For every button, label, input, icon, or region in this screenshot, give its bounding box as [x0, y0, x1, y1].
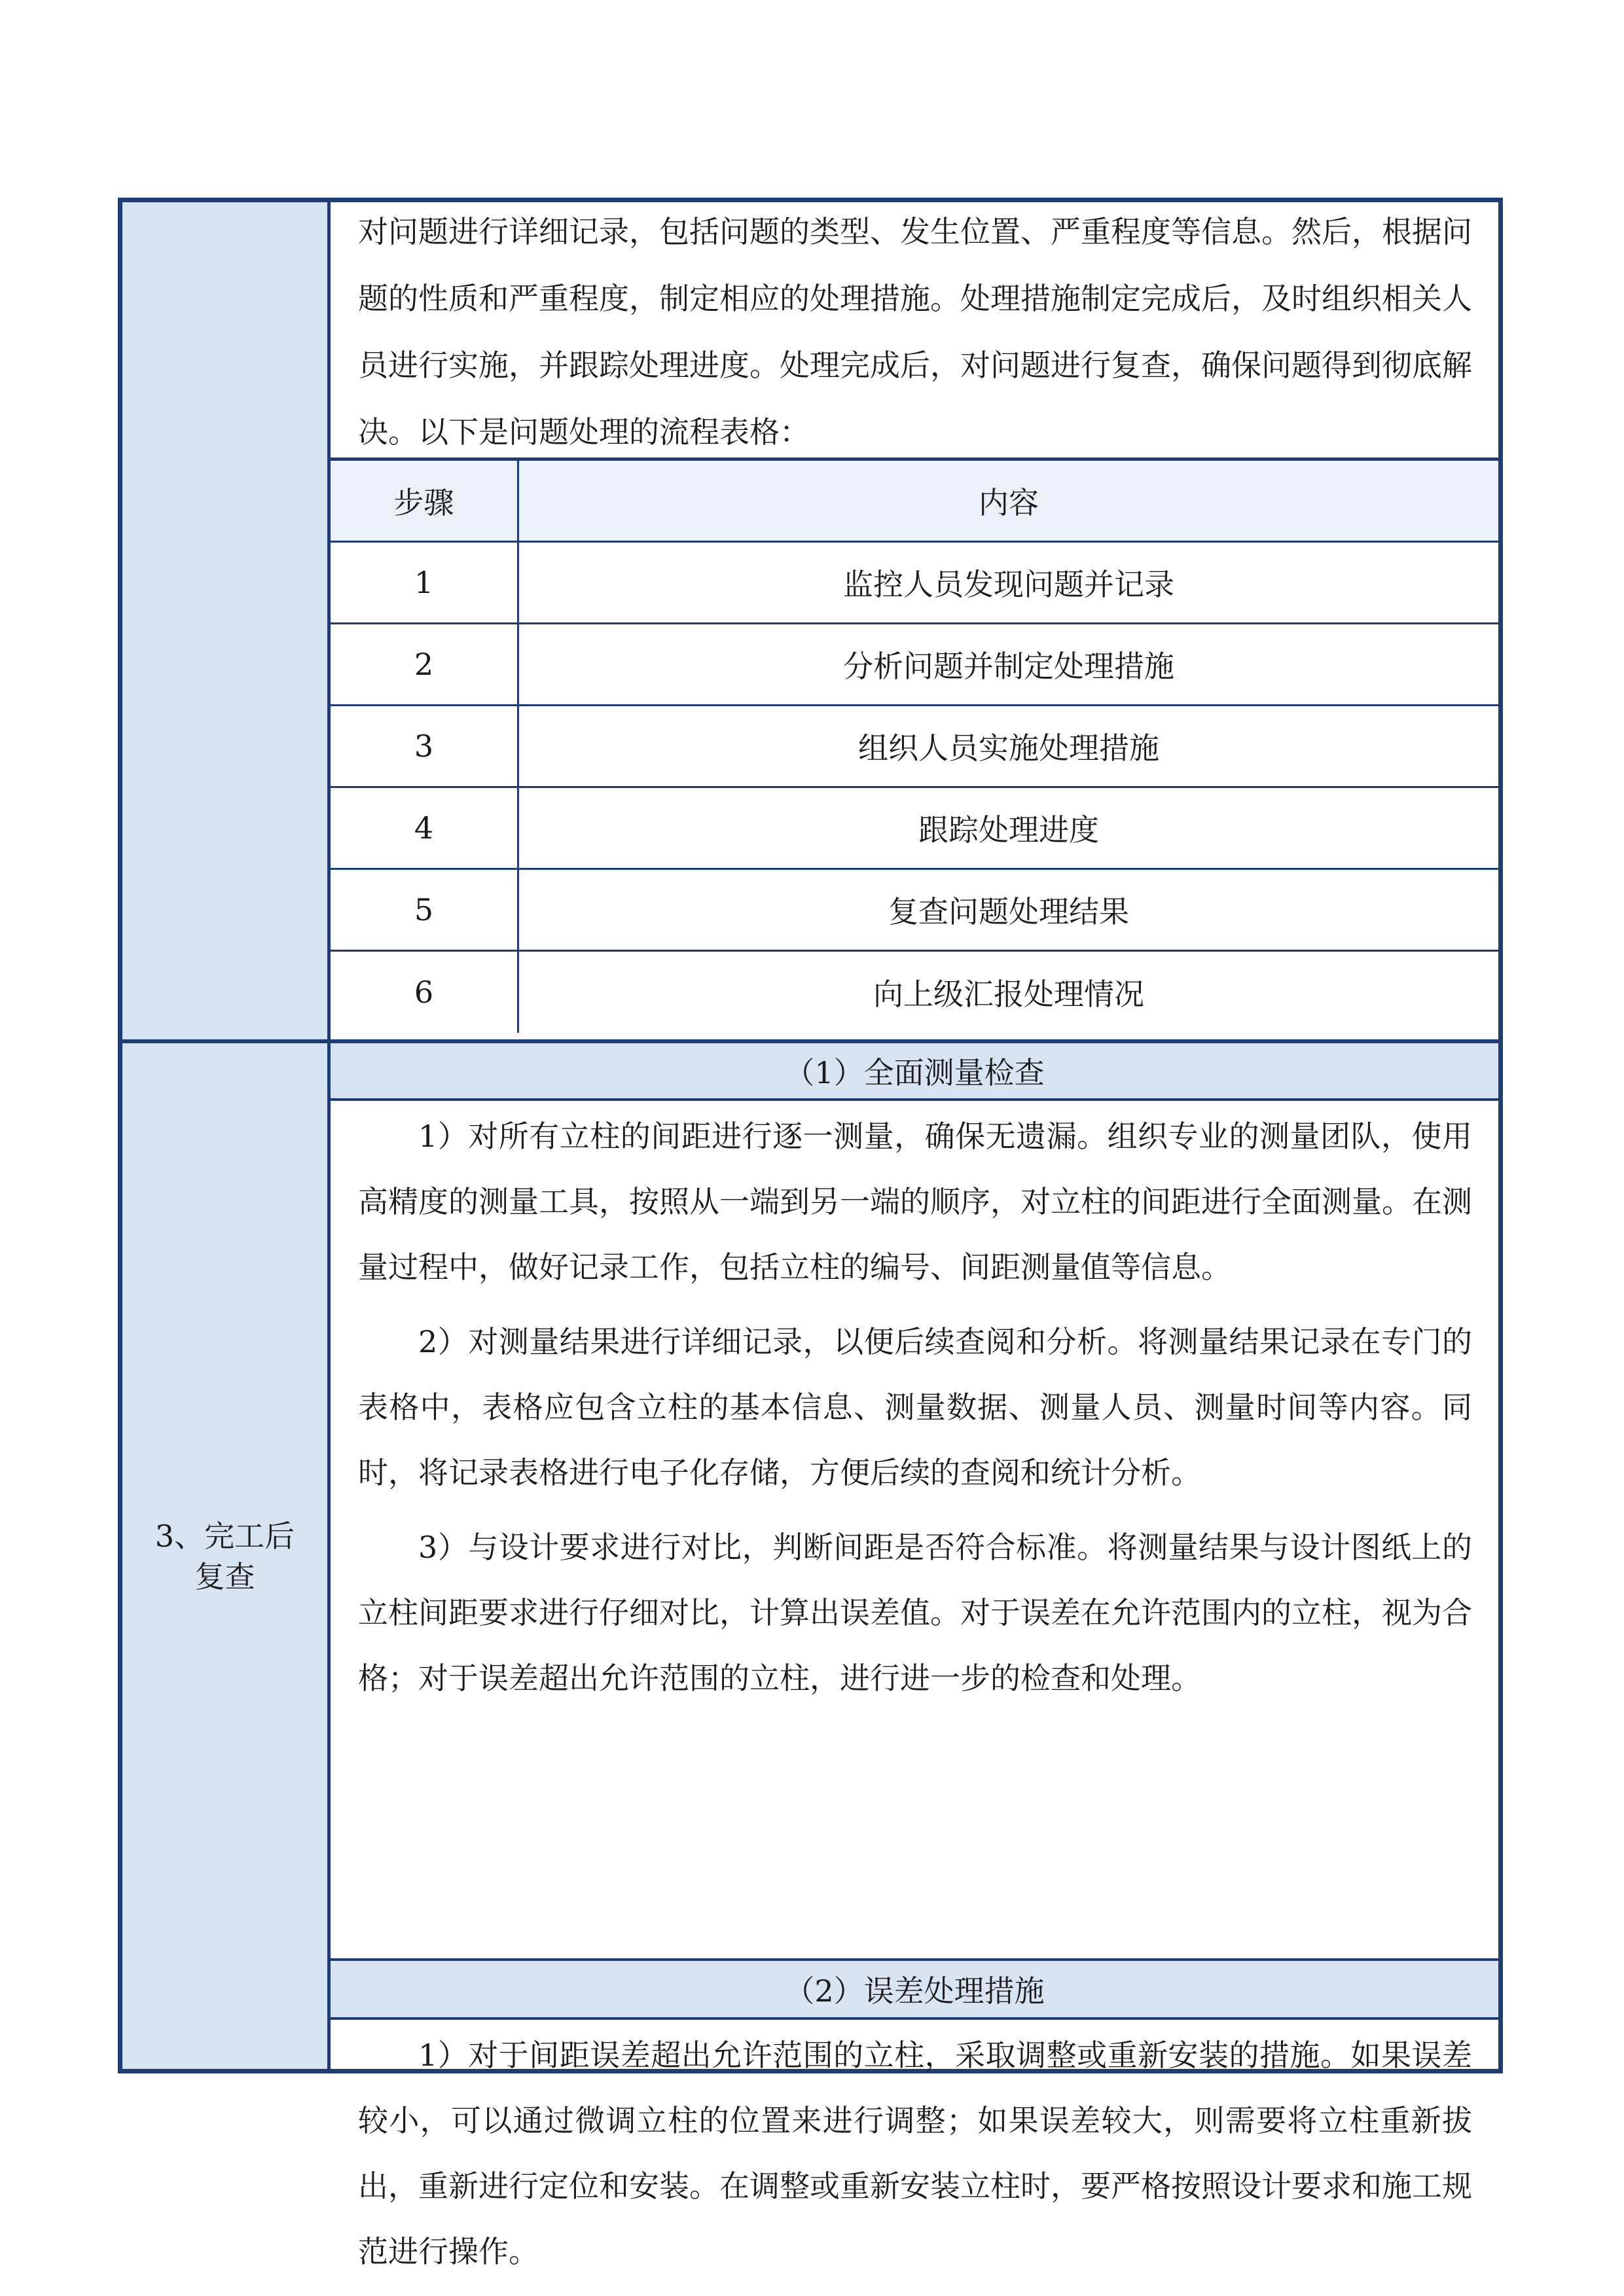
subsection-title-measurement: （1）全面测量检查 — [331, 1039, 1498, 1101]
document-table-frame — [118, 198, 1503, 2269]
header-content: 内容 — [979, 485, 1039, 520]
row-step: 1 — [331, 543, 519, 622]
row-step: 5 — [331, 870, 519, 950]
table-row — [331, 788, 1498, 870]
section-label-cell — [122, 1039, 331, 2069]
intro-paragraph: 对问题进行详细记录，包括问题的类型、发生位置、严重程度等信息。然后，根据问题的性质和严重程度，制定相应的处理措施。处理措施制定完成后，及时组织相关人员进行实施，并跟踪处理进度。处理完成后，对问题进行复查，确保问题得到彻底解决。以下是问题处理的流程表格： — [358, 214, 1472, 450]
row-step: 2 — [331, 624, 519, 704]
intro-block — [331, 202, 1498, 457]
row-content: 组织人员实施处理措施 — [858, 730, 1159, 766]
error-handling-paragraph-1: 1）对于间距误差超出允许范围的立柱，采取调整或重新安装的措施。如果误差较小，可以通过微调立柱的位置来进行调整；如果误差较大，则需要将立柱重新拔出，重新进行定位和安装。在调整或重新安装立柱时，要严格按照设计要求和施工规范进行操作。 — [358, 2037, 1472, 2269]
row-content: 向上级汇报处理情况 — [873, 977, 1144, 1012]
left-label-cell-empty — [122, 202, 331, 1039]
measurement-paragraph-2: 2）对测量结果进行详细记录，以便后续查阅和分析。将测量结果记录在专门的表格中，表格应包含立柱的基本信息、测量数据、测量人员、测量时间等内容。同时，将记录表格进行电子化存储，方便后续的查阅和统计分析。 — [358, 1324, 1472, 1490]
row-content: 跟踪处理进度 — [918, 812, 1099, 848]
subsection-title-error-handling: （2）误差处理措施 — [331, 1958, 1498, 2020]
row-content: 分析问题并制定处理措施 — [843, 649, 1174, 684]
error-handling-section-body — [331, 2022, 1498, 2284]
process-table-header — [331, 461, 1498, 543]
table-row — [331, 706, 1498, 788]
table-row — [331, 952, 1498, 1033]
table-row — [331, 624, 1498, 706]
table-row — [331, 870, 1498, 952]
row-content: 复查问题处理结果 — [888, 894, 1129, 929]
measurement-paragraph-3: 3）与设计要求进行对比，判断间距是否符合标准。将测量结果与设计图纸上的立柱间距要求进行仔细对比，计算出误差值。对于误差在允许范围内的立柱，视为合格；对于误差超出允许范围的立柱，进行进一步的检查和处理。 — [358, 1530, 1472, 1696]
measurement-paragraph-1: 1）对所有立柱的间距进行逐一测量，确保无遗漏。组织专业的测量团队，使用高精度的测量工具，按照从一端到另一端的顺序，对立柱的间距进行全面测量。在测量过程中，做好记录工作，包括立柱的编号、间距测量值等信息。 — [358, 1119, 1472, 1285]
table-row — [331, 543, 1498, 624]
content-column — [331, 202, 1498, 2269]
row-step: 4 — [331, 788, 519, 868]
row-content: 监控人员发现问题并记录 — [843, 567, 1174, 602]
section-label-line2: 复查 — [194, 1558, 255, 1594]
process-table — [331, 457, 1498, 1033]
row-step: 6 — [331, 952, 519, 1033]
measurement-section-body — [331, 1103, 1498, 1711]
row-step: 3 — [331, 706, 519, 786]
header-step: 步骤 — [331, 461, 519, 541]
section-label-line1: 3、完工后 — [154, 1518, 295, 1554]
